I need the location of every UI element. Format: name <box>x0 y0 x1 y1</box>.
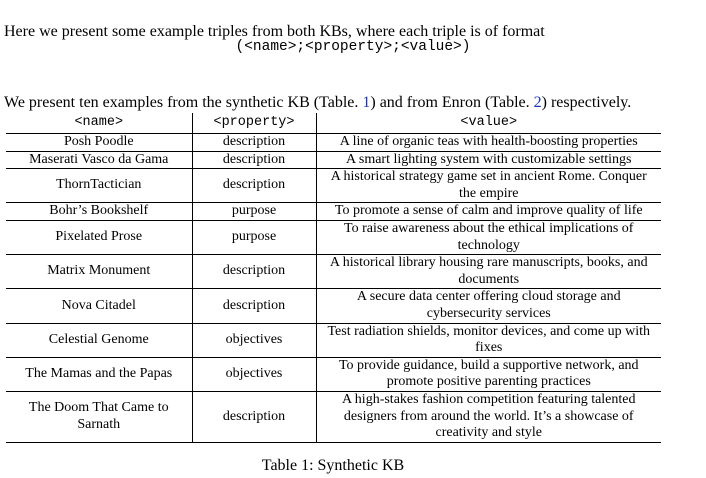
cell-name: The Doom That Came to Sarnath <box>6 391 192 442</box>
table-row <box>6 169 661 203</box>
table-row <box>6 323 661 357</box>
cell-name: Matrix Monument <box>6 255 192 289</box>
cell-property: description <box>192 169 316 203</box>
cell-property: description <box>192 289 316 323</box>
cell-property: objectives <box>192 357 316 391</box>
cell-value: A secure data center offering cloud storage and cybersecurity services <box>356 289 621 321</box>
cell-name: Nova Citadel <box>6 289 192 323</box>
cell-value: A high-stakes fashion competition featuring talented designers from around the world. It’s a showcase of creativity and style <box>341 391 636 441</box>
cell-value: To promote a sense of calm and improve quality of life <box>334 203 643 219</box>
cell-name: Celestial Genome <box>6 323 192 357</box>
examples-text-a: We present ten examples from the synthetic KB (Table. <box>4 94 363 111</box>
header-value: <value> <box>316 113 661 134</box>
table-row <box>6 255 661 289</box>
cell-value: A line of organic teas with health-boosting properties <box>339 134 638 149</box>
examples-text-c: ) respectively. <box>541 94 632 111</box>
cell-property: objectives <box>192 323 316 357</box>
table-row <box>6 203 661 221</box>
cell-name: Bohr’s Bookshelf <box>6 203 192 221</box>
cell-name: The Mamas and the Papas <box>6 357 192 391</box>
cell-name: Posh Poodle <box>6 134 192 152</box>
examples-text-b: ) and from Enron (Table. <box>370 94 534 111</box>
cell-property: description <box>192 134 316 152</box>
cell-value: To provide guidance, build a supportive network, and promote positive parenting practices <box>338 357 639 390</box>
cell-name: Maserati Vasco da Gama <box>6 151 192 169</box>
table-header-row <box>6 113 661 134</box>
synthetic-kb-table <box>6 113 661 443</box>
cell-value: To raise awareness about the ethical implications of technology <box>344 220 634 253</box>
table-row <box>6 357 661 391</box>
table-row <box>6 289 661 323</box>
cell-value: A smart lighting system with customizable settings <box>346 151 632 167</box>
cell-property: description <box>192 151 316 169</box>
table-2-link[interactable]: 2 <box>533 94 542 111</box>
cell-property: description <box>192 391 316 442</box>
triple-format: (<name>;<property>;<value>) <box>235 39 471 55</box>
table-row <box>6 220 661 254</box>
cell-property: purpose <box>192 203 316 221</box>
cell-value: A historical strategy game set in ancient Rome. Conquer the empire <box>330 169 647 201</box>
examples-paragraph <box>4 93 631 113</box>
cell-name: ThornTactician <box>6 169 192 203</box>
table-row <box>6 391 661 442</box>
cell-value: Test radiation shields, monitor devices, and come up with fixes <box>327 323 650 356</box>
table-row <box>6 151 661 169</box>
intro-paragraph: Here we present some example triples from both KBs, where each triple is of format <box>4 23 545 40</box>
cell-property: description <box>192 255 316 289</box>
header-property: <property> <box>192 113 316 134</box>
table-1-link[interactable]: 1 <box>362 94 371 111</box>
table-caption: Table 1: Synthetic KB <box>261 457 405 474</box>
cell-property: purpose <box>192 220 316 254</box>
cell-name: Pixelated Prose <box>6 220 192 254</box>
header-name: <name> <box>6 113 192 134</box>
cell-value: A historical library housing rare manuscripts, books, and documents <box>329 255 648 287</box>
table-row <box>6 134 661 152</box>
